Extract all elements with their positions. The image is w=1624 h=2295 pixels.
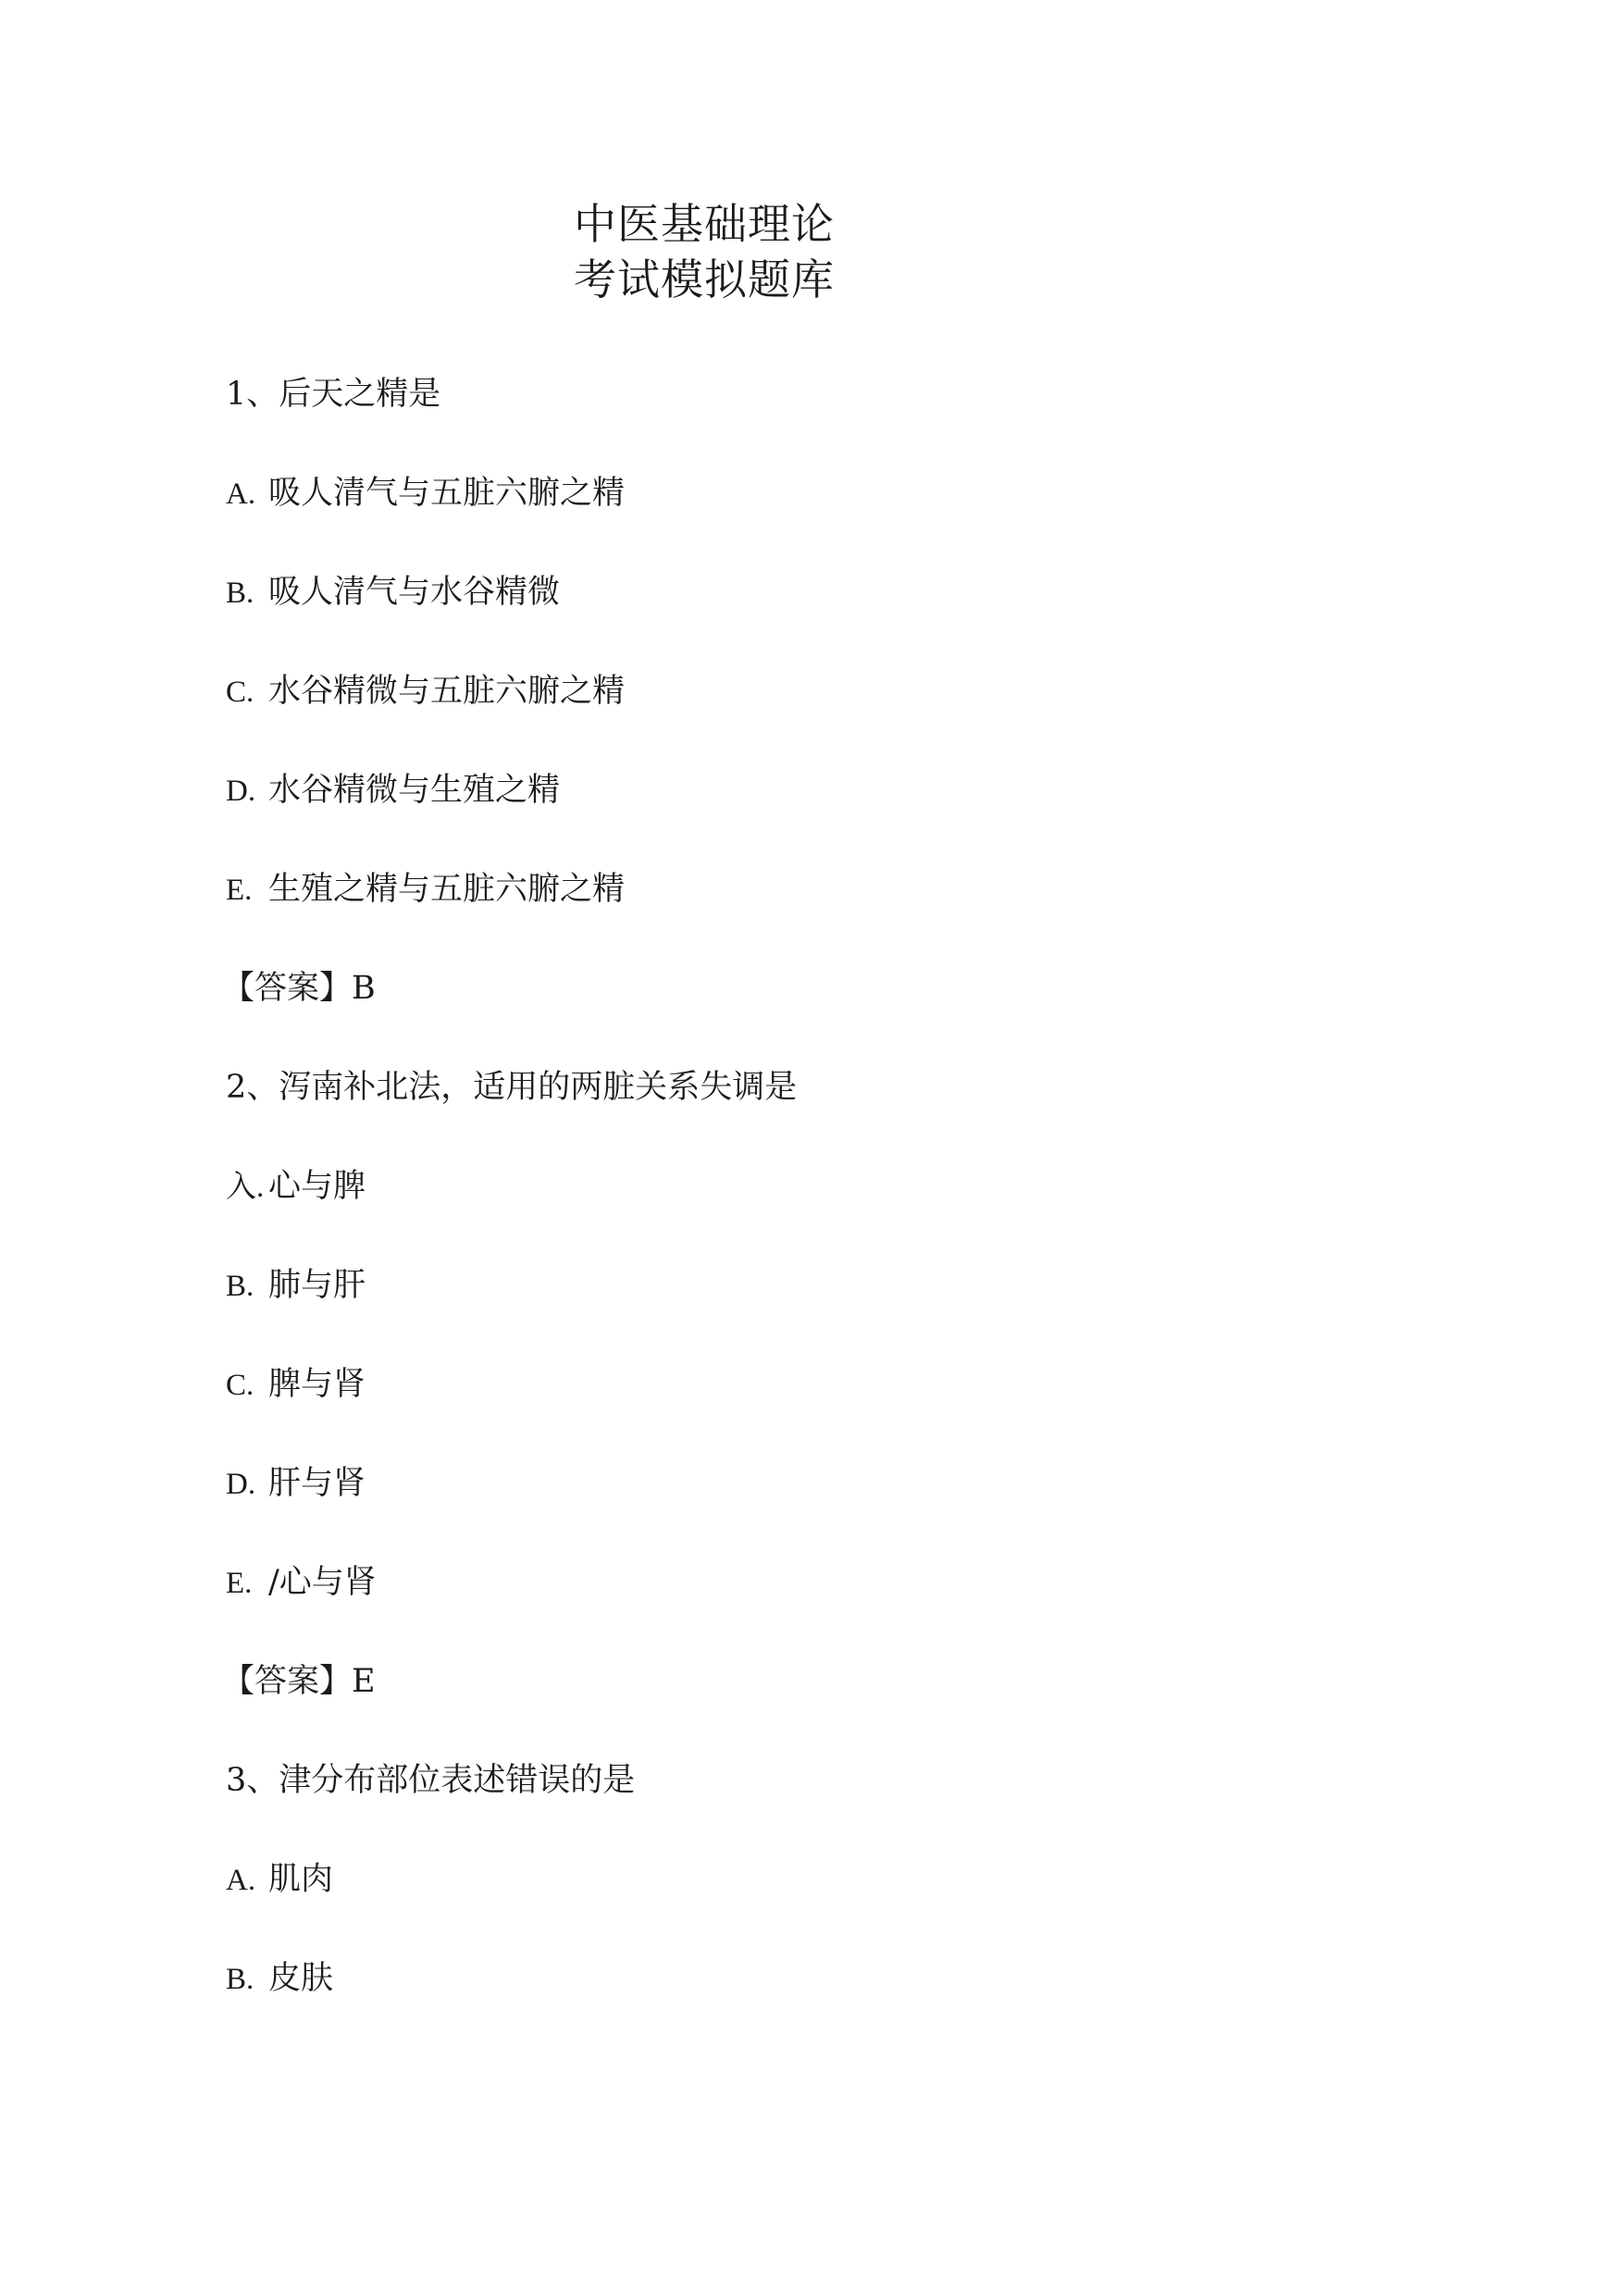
option-letter: A. [226, 1864, 256, 1897]
option-item [226, 1262, 1429, 1361]
option-letter: E. [226, 874, 253, 907]
option-text: 心与脾 [268, 1168, 366, 1205]
question-stem: 3、津分布部位表述错误的是 [226, 1762, 636, 1799]
option-item [226, 1163, 1429, 1262]
option-letter: A. [226, 478, 256, 511]
option-item [226, 866, 1429, 965]
question-stem: 1、后天之精是 [226, 376, 441, 413]
option-text: 皮肤 [268, 1960, 334, 1997]
option-text: /心与肾 [268, 1564, 377, 1601]
answer-line: 【答案】E [222, 1663, 376, 1700]
document-title [574, 196, 1129, 307]
option-text: 肺与肝 [268, 1267, 366, 1304]
option-letter: B. [226, 1270, 254, 1303]
option-text: 吸人清气与水谷精微 [268, 574, 561, 611]
option-text: 生殖之精与五脏六腑之精 [268, 871, 626, 908]
option-item [226, 1559, 1429, 1658]
option-item [226, 1955, 1429, 2054]
option-text: 肝与肾 [268, 1465, 366, 1502]
question-list [222, 371, 1429, 2054]
option-text: 吸人清气与五脏六腑之精 [268, 475, 626, 512]
option-item [226, 1361, 1429, 1460]
option-item [226, 1460, 1429, 1559]
option-text: 水谷精微与生殖之精 [268, 772, 561, 809]
answer-line: 【答案】B [222, 970, 376, 1007]
option-item [226, 569, 1429, 668]
option-text: 肌肉 [268, 1861, 334, 1898]
option-item [226, 668, 1429, 767]
option-letter: B. [226, 1963, 254, 1996]
question-stem: 2、泻南补北法，适用的两脏关系失调是 [226, 1069, 798, 1106]
title-line-2: 考试模拟题库 [574, 254, 835, 304]
option-letter: C. [226, 1369, 254, 1402]
option-letter: 入. [226, 1171, 265, 1204]
option-letter: E. [226, 1567, 253, 1600]
option-item [226, 1856, 1429, 1955]
option-item [226, 767, 1429, 866]
option-letter: D. [226, 775, 256, 808]
option-letter: C. [226, 676, 254, 709]
option-letter: B. [226, 577, 254, 610]
option-text: 水谷精微与五脏六腑之精 [268, 673, 626, 710]
option-item [226, 470, 1429, 569]
title-line-1: 中医基础理论 [574, 199, 835, 249]
option-text: 脾与肾 [268, 1366, 366, 1403]
option-letter: D. [226, 1468, 256, 1501]
